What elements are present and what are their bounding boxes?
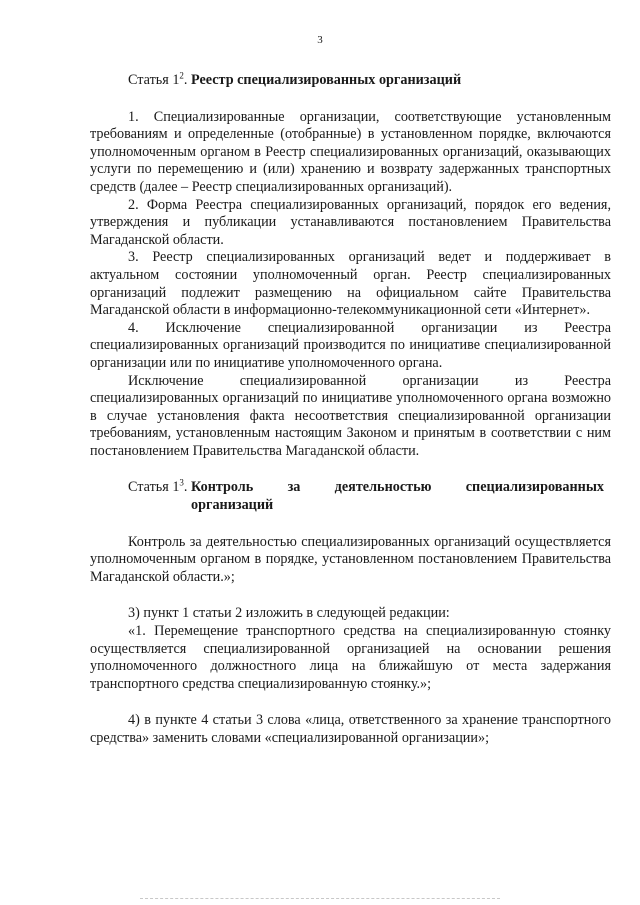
article-1-2-heading: [128, 72, 611, 90]
paragraph-1: 1. Специализированные организации, соответствующие установленным требованиям и определенные (отобранные) в установленном порядке, включаются уполномоченным органом в Реестр специализированных организаций, оказывающих услуги по перемещению и (или) хранению и возврату задержанных транспортных средств (далее – Реестр специализированных организаций).: [90, 108, 611, 195]
paragraph-2: 2. Форма Реестра специализированных организаций, порядок его ведения, утверждения и публикации устанавливаются постановлением Правительства Магаданской области.: [90, 196, 611, 248]
paragraph-5: Исключение специализированной организации из Реестра специализированных организаций по инициативе уполномоченного органа возможно в случае установления факта несоответствия специализированной организации требованиям, установленным настоящим Законом и принятым в соответствии с ним постановлением Правительства Магаданской области.: [90, 372, 611, 459]
paragraph-control: Контроль за деятельностью специализированных организаций осуществляется уполномоченным органом в порядке, установленном постановлением Правительства Магаданской области.»;: [90, 533, 611, 585]
article-title: Контроль за деятельностью специализированных организаций: [191, 479, 605, 514]
paragraph-4: 4. Исключение специализированной организации из Реестра специализированных организаций производится по инициативе специализированной организации или по инициативе уполномоченного органа.: [90, 319, 611, 371]
amendment-3-intro: 3) пункт 1 статьи 2 изложить в следующей редакции:: [128, 605, 450, 622]
article-label: Статья $1^3$.: [128, 477, 192, 496]
amendment-4-text: 4) в пункте 4 статьи 3 слова «лица, ответственного за хранение транспортного средства» заменить словами «специализированной организации»;: [90, 712, 611, 746]
page-number: 3: [317, 34, 323, 46]
amendment-3-text: «1. Перемещение транспортного средства на специализированную стоянку осуществляется специализированной организацией на основании решения уполномоченного должностного лица на ближайшую от места задержания транспортного средства специализированную стоянку.»;: [90, 623, 611, 692]
document-body: [90, 72, 611, 748]
article-1-3-heading: [128, 479, 611, 514]
article-label: Статья $1^2$.: [128, 70, 192, 88]
article-title: Реестр специализированных организаций: [191, 72, 462, 88]
paragraph-3: 3. Реестр специализированных организаций ведет и поддерживает в актуальном состоянии уполномоченный орган. Реестр специализированных организаций подлежит размещению на официальном сайте Правительства Магаданской области в информационно-телекоммуникационной сети «Интернет».: [90, 249, 611, 319]
scan-artifact-line: [140, 898, 500, 899]
